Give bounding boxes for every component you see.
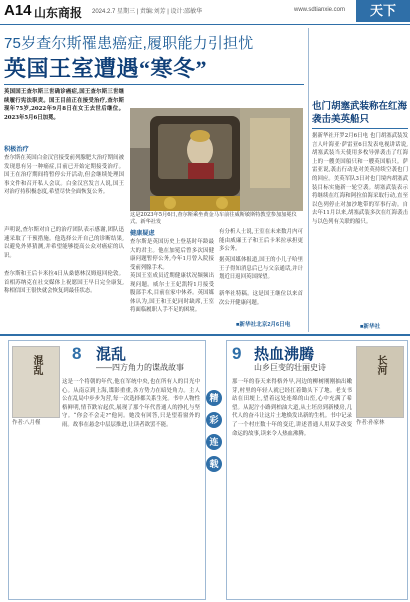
page-number: A14 <box>4 2 32 19</box>
body-paragraph-5: 英国王室成员近期健康状况频频出现问题。威尔士王妃凯特1月接受腹部手术,目前在家中休养。英国媒体认为,国王和王妃同时缺席,王室将面临履职人手不足的困境。 <box>130 273 214 314</box>
body-paragraph-4: 查尔斯是英国历史上登基时年龄最大的君主。他在加冕后曾多次因健康问题暂停公务,今年1月曾入院接受前列腺手术。 <box>130 239 214 271</box>
website-url[interactable]: www.sdtianxie.com <box>294 7 346 13</box>
article-kicker: 75岁查尔斯罹患癌症,履职能力引担忧 <box>4 35 254 52</box>
feature-left-title: 混乱 <box>96 346 127 363</box>
headline-divider <box>4 84 304 85</box>
sidebar-title-rule <box>312 128 408 129</box>
book-cover-title-right: 长河 <box>375 355 386 375</box>
section-tab[interactable]: 天下 <box>356 0 410 22</box>
book-cover-title: 混乱 <box>31 355 42 375</box>
sidebar-byline: ■新华社 <box>360 324 381 330</box>
sidebar-divider <box>308 28 309 332</box>
body-paragraph-1: 查尔斯在英国白金汉宫接受前列腺肥大治疗期间被发现患有另一种癌症,目前已开始定期接受治疗。国王在治疗期间将暂停公开活动,但会继续处理国事文件和召开私人会议。白金汉宫发言人说,国王对治疗持积极态度,希望尽快全面恢复公务。 <box>4 155 124 196</box>
article-headline: 英国王室遭遇“寒冬” <box>4 56 208 81</box>
article-lead: 英国国王查尔斯三世确诊癌症,国王查尔斯三世继续履行宪法职责。国王目前正在接受治疗,查尔斯现年75岁,2022年9月8日在女王去世后继位。2023年5月6日加冕。 <box>4 89 124 121</box>
feature-right-subtitle: 山乡巨变的壮丽史诗 <box>254 363 326 372</box>
body-paragraph-3: 查尔斯和王后卡米拉4日从桑德林汉姆返回伦敦。首相苏纳克在社交媒体上祝愿国王早日完全康复,称相信国王很快就会恢复到最佳状态。 <box>4 271 124 295</box>
sidebar-headline: 也门胡塞武装称在红海袭击美英船只 <box>312 101 408 125</box>
article-byline: ■新华社北京2月6日电 <box>236 322 291 328</box>
feature-right-number: 9 <box>232 344 242 363</box>
serialization-char-2: 彩 <box>206 412 222 428</box>
subhead-treatment: 积极治疗 <box>4 146 29 153</box>
feature-left-body: 这是一个将朝的年代,他在军统中央,也在所有人的目光中心。从南京到上海,谍影重重,各方势力在暗处角力。主人公在乱局中步步为营,每一次选择都关系生死。书中人物性格鲜明,情节跌宕起伏,展现了那个年代普通人的挣扎与坚守。“你会不会走?”他问。她没有回答,只是望着窗外的雨。故事在悬念中层层推进,让读者欲罢不能。 <box>62 379 200 428</box>
serialization-label <box>206 390 224 520</box>
photo-caption: 这是2023年5月6日,查尔斯乘坐黄金马车前往威斯敏斯特教堂参加加冕仪式。新华社发 <box>130 212 297 225</box>
body-paragraph-6: 有分析人士说,王室在未来数月内可能由威廉王子和王后卡米拉承担更多公务。 <box>219 229 303 253</box>
issue-meta: 2024.2.7 星期三 | 责编:刘芳 | 设计:邵敏华 <box>92 9 203 15</box>
body-paragraph-7: 据英国媒体报道,国王的小儿子哈里王子得知消息后已与父亲通话,并计划近日返回英国探望。 <box>219 257 303 281</box>
book-cover-left <box>12 346 60 418</box>
feature-right-body: 那一年的春天来得格外早,河边的柳树刚刚抽出嫩芽,村里的年轻人就已经扛着锄头下了地。老支书站在田埂上,望着远处连绵的山峦,心中充满了希望。从泥泞小路到柏油大道,从土坯房到新楼房,几代人的奋斗让这片土地焕发出新的生机。书中记录了一个村庄数十年的变迁,讲述普通人用双手改变命运的故事,读来令人热血沸腾。 <box>232 379 352 437</box>
subhead-health: 健康疑虑 <box>130 230 155 237</box>
news-photo <box>130 108 303 211</box>
body-paragraph-8: 新华社特稿。这是国王继位以来首次公开健康问题。 <box>219 291 303 306</box>
newspaper-name: 山东商报 <box>34 6 83 20</box>
serialization-char-3: 连 <box>206 434 222 450</box>
sidebar-body: 据新华社开罗2月6日电 也门胡塞武装发言人叶海亚·萨雷亚6日发表电视讲话说,胡塞武装当天使用多枚导弹袭击了红海上的一艘美国船只和一艘英国船只。萨雷亚说,袭击行动是对美英持续空袭也门的回应。美英军队3日对也门境内胡塞武装目标实施新一轮空袭。胡塞武装表示将继续在红海和阿拉伯海采取行动,直至以色列停止对加沙地带的军事行动。自去年11月以来,胡塞武装多次在红海袭击与以色列有关联的船只。 <box>312 133 408 225</box>
feature-left-subtitle: ——四方角力的谍战故事 <box>96 363 184 372</box>
feature-right-title: 热血沸腾 <box>254 346 315 363</box>
serialization-char-1: 精 <box>206 390 222 406</box>
author-label-left: 作者:八月槿 <box>12 420 41 426</box>
book-cover-right <box>356 346 404 418</box>
feature-left-number: 8 <box>72 344 82 363</box>
coronation-carriage-image <box>130 108 303 211</box>
body-paragraph-2: 声明说,查尔斯对自己的治疗团队表示感谢,团队迅速采取了干预措施。他选择公开自己的诊断结果,以避免外界猜测,并希望能够提高公众对癌症的认识。 <box>4 227 124 259</box>
serialization-char-4: 载 <box>206 456 222 472</box>
author-label-right: 作者:孙家林 <box>356 420 385 426</box>
section-separator <box>0 334 410 336</box>
